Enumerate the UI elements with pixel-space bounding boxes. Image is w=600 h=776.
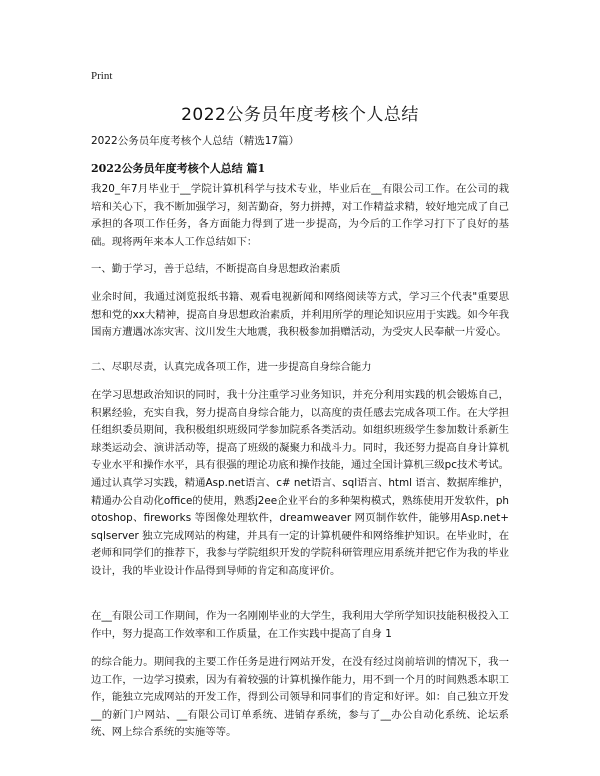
paragraph-heading-1: 一、勤于学习，善于总结，不断提高自身思想政治素质: [91, 263, 341, 275]
paragraph-intro: 我20_年7月毕业于__学院计算机科学与技术专业，毕业后在__有限公司工作。在公司的栽培和关心下，我不断加强学习，刻苦勤奋，努力拼搏，对工作精益求精，较好地完成了自己承担的各项工作任务，各方面能力得到了进一步提高，为今后的工作学习打下了良好的基础。现将两年来本人工作总结如下：: [91, 183, 509, 248]
print-link[interactable]: Print: [91, 70, 113, 82]
paragraph-work: 的综合能力。期间我的主要工作任务是进行网站开发，在没有经过岗前培训的情况下，我一边工作，一边学习摸索，因为有着较强的计算机操作能力，用不到一个月的时间熟悉本职工作，能独立完成网站的开发工作，得到公司领导和同事们的肯定和好评。如：自己独立开发__的新门户网站、__有限公司订单系统、进销存系统，参与了__办公自动化系统、论坛系统、网上综合系统的实施等等。: [91, 656, 509, 739]
paragraph-company: 在__有限公司工作期间，作为一名刚刚毕业的大学生，我利用大学所学知识技能积极投入工作中，努力提高工作效率和工作质量，在工作实践中提高了自身 1: [91, 610, 509, 640]
page-title: 2022公务员年度考核个人总结: [181, 105, 419, 125]
paragraph-heading-2: 二、尽职尽责，认真完成各项工作，进一步提高自身综合能力: [91, 361, 372, 373]
paragraph-study: 业余时间，我通过浏览报纸书籍、观看电视新闻和网络阅读等方式，学习三个代表"重要思想和党的xx大精神，提高自身思想政治素质，并利用所学的理论知识应用于实践。如今年我国南方遭遇冰冻灾害、汶川发生大地震，我积极参加捐赠活动，为受灾人民奉献一片爱心。: [91, 291, 509, 339]
document-subtitle: 2022公务员年度考核个人总结（精选17篇）: [91, 135, 300, 147]
paragraph-skills: 在学习思想政治知识的同时，我十分注重学习业务知识，并充分利用实践的机会锻炼自己，积累经验，充实自我，努力提高自身综合能力，以高度的责任感去完成各项工作。在大学担任组织委员期间，我积极组织班级同学参加院系各类活动。如组织班级学生参加数计系新生球类运动会、演讲活动等，提高了班级的凝聚力和战斗力。同时，我还努力提高自身计算机专业水平和操作水平，具有很强的理论功底和操作技能，通过全国计算机三级pc技术考试。通过认真学习实践，精通Asp.net语言、c# net语言、sql语言、html 语言、数据库维护，精通办公自动化office的使用，熟悉j2ee企业平台的多种架构模式，熟练使用开发软件，photoshop、fireworks 等图像处理软件，dreamweaver 网页制作软件，能够用Asp.net+sqlserver 独立完成网站的构建，并具有一定的计算机硬件和网络维护知识。在毕业时，在老师和同学们的推荐下，我参与学院组织开发的学院科研管理应用系统并把它作为我的毕业设计，我的毕业设计作品得到导师的肯定和高度评价。: [91, 389, 509, 577]
section-heading: 2022公务员年度考核个人总结 篇1: [91, 162, 266, 175]
